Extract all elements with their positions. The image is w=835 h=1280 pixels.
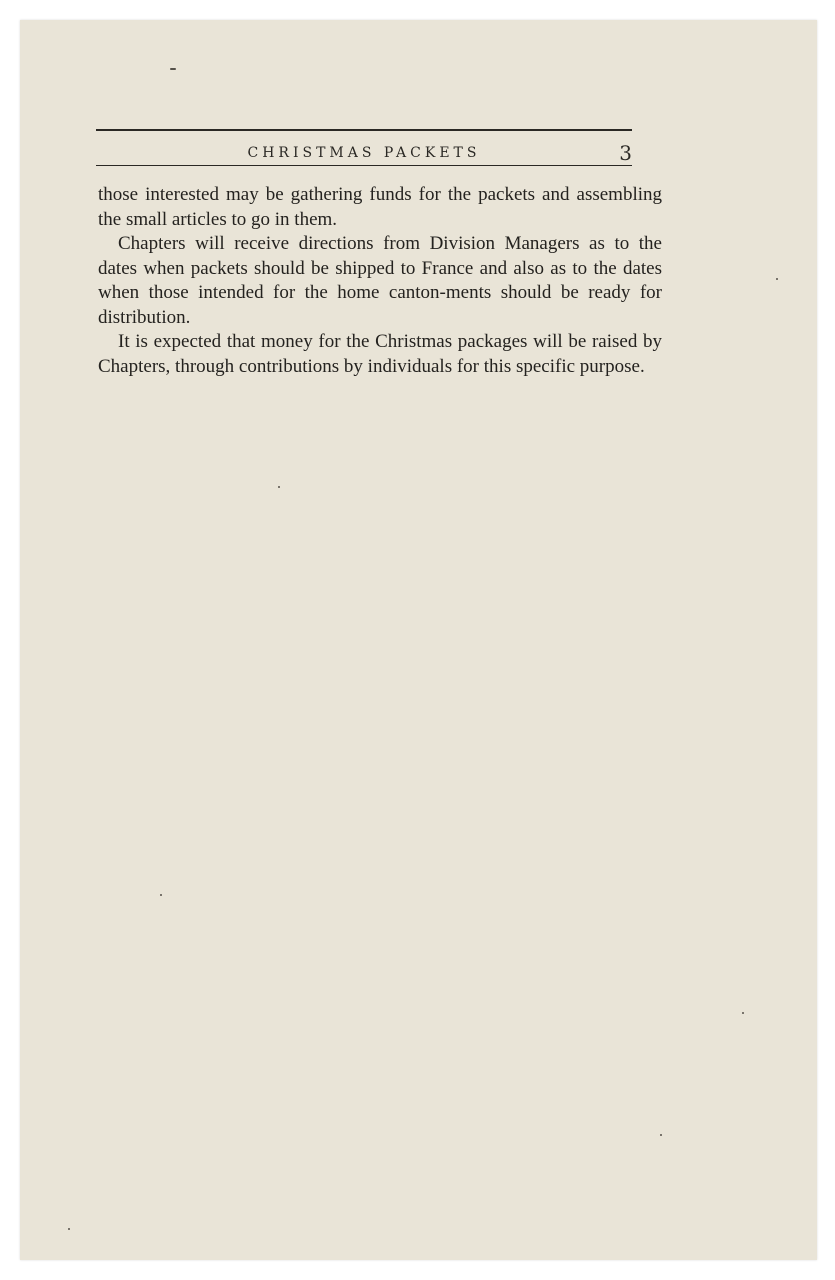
paper-speck — [160, 894, 162, 896]
running-title: CHRISTMAS PACKETS — [247, 145, 481, 161]
page-number: 3 — [619, 141, 632, 165]
paragraph-1: those interested may be gathering funds for the packets and assembling the small articles to go in them. — [98, 184, 662, 230]
paper-speck — [68, 1228, 70, 1230]
paper-speck — [776, 278, 778, 280]
header-rule-top — [96, 129, 632, 131]
paper-speck — [170, 68, 176, 70]
body-text — [98, 183, 662, 379]
paper-speck — [660, 1134, 662, 1136]
paragraph-2: Chapters will receive directions from Division Managers as to the dates when packets should be shipped to France and also as to the dates when those intended for the home canton-ments should be ready for distribution. — [98, 233, 662, 328]
header-rule-bottom — [96, 165, 632, 166]
document-page — [20, 20, 817, 1260]
paper-speck — [278, 486, 280, 488]
paragraph-3: It is expected that money for the Christmas packages will be raised by Chapters, through contributions by individuals for this specific purpose. — [98, 331, 662, 377]
paper-speck — [742, 1012, 744, 1014]
running-header — [96, 142, 632, 164]
